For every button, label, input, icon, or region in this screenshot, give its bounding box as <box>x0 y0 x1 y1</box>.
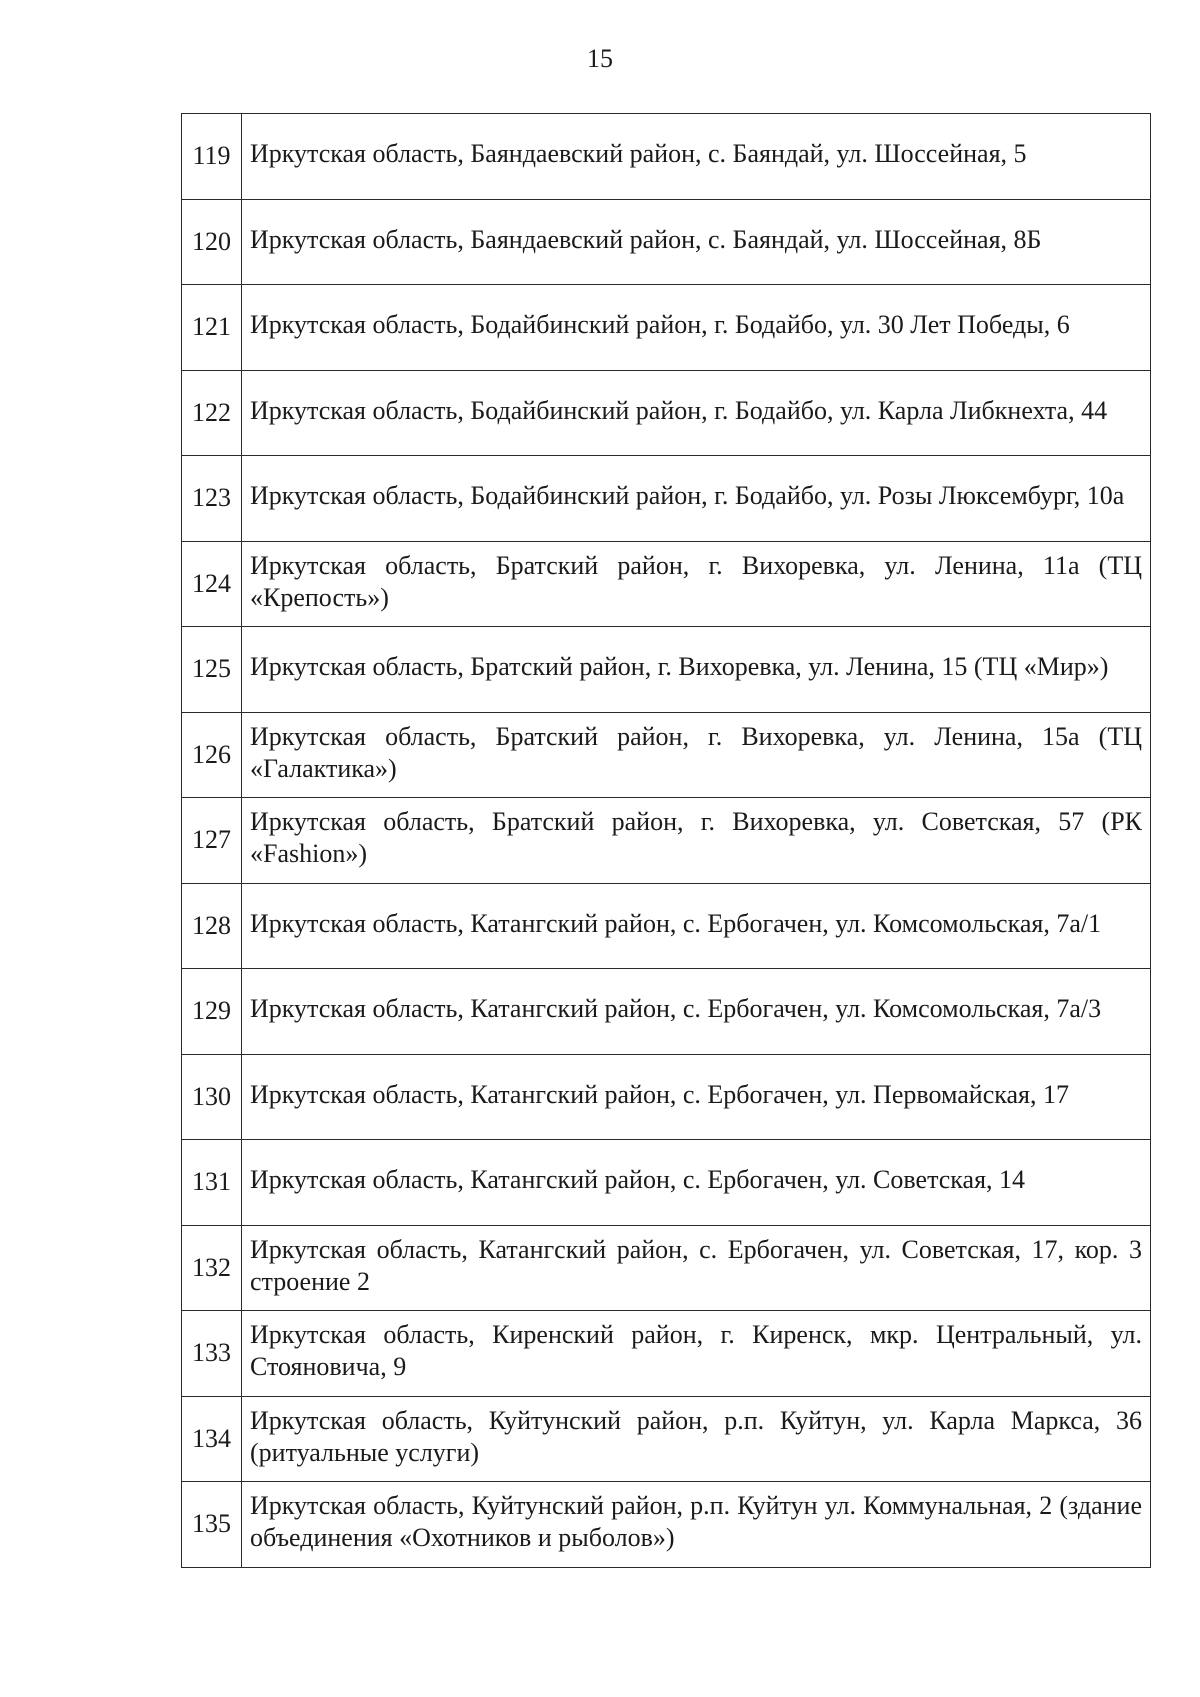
row-number: 120 <box>182 199 242 285</box>
table-row <box>182 285 1151 371</box>
table-row <box>182 456 1151 542</box>
row-number: 127 <box>182 798 242 884</box>
table-row <box>182 1396 1151 1482</box>
table-row <box>182 883 1151 969</box>
table-row <box>182 798 1151 884</box>
table-row <box>182 1140 1151 1226</box>
address-cell: Иркутская область, Катангский район, с. Ербогачен, ул. Первомайская, 17 <box>242 1054 1151 1140</box>
address-cell: Иркутская область, Баяндаевский район, с. Баяндай, ул. Шоссейная, 8Б <box>242 199 1151 285</box>
table-row <box>182 712 1151 798</box>
address-cell: Иркутская область, Бодайбинский район, г. Бодайбо, ул. 30 Лет Победы, 6 <box>242 285 1151 371</box>
table-row <box>182 969 1151 1055</box>
table-row <box>182 1225 1151 1311</box>
row-number: 119 <box>182 114 242 200</box>
page-number: 15 <box>587 44 613 73</box>
row-number: 130 <box>182 1054 242 1140</box>
address-table <box>181 113 1151 1568</box>
address-cell: Иркутская область, Братский район, г. Вихоревка, ул. Ленина, 15 (ТЦ «Мир») <box>242 627 1151 713</box>
table-row <box>182 370 1151 456</box>
address-cell: Иркутская область, Катангский район, с. Ербогачен, ул. Советская, 14 <box>242 1140 1151 1226</box>
table-row <box>182 1054 1151 1140</box>
row-number: 128 <box>182 883 242 969</box>
row-number: 122 <box>182 370 242 456</box>
row-number: 121 <box>182 285 242 371</box>
row-number: 123 <box>182 456 242 542</box>
address-cell: Иркутская область, Катангский район, с. Ербогачен, ул. Советская, 17, кор. 3 строение 2 <box>242 1225 1151 1311</box>
row-number: 129 <box>182 969 242 1055</box>
row-number: 126 <box>182 712 242 798</box>
address-cell: Иркутская область, Куйтунский район, р.п. Куйтун, ул. Карла Маркса, 36 (ритуальные услуги) <box>242 1396 1151 1482</box>
address-cell: Иркутская область, Катангский район, с. Ербогачен, ул. Комсомольская, 7а/1 <box>242 883 1151 969</box>
table-row <box>182 1482 1151 1568</box>
row-number: 131 <box>182 1140 242 1226</box>
address-cell: Иркутская область, Братский район, г. Вихоревка, ул. Ленина, 11а (ТЦ «Крепость») <box>242 541 1151 627</box>
row-number: 125 <box>182 627 242 713</box>
address-cell: Иркутская область, Братский район, г. Вихоревка, ул. Советская, 57 (РК «Fashion») <box>242 798 1151 884</box>
table-row <box>182 541 1151 627</box>
table-row <box>182 1311 1151 1397</box>
address-cell: Иркутская область, Братский район, г. Вихоревка, ул. Ленина, 15а (ТЦ «Галактика») <box>242 712 1151 798</box>
row-number: 124 <box>182 541 242 627</box>
address-cell: Иркутская область, Бодайбинский район, г. Бодайбо, ул. Карла Либкнехта, 44 <box>242 370 1151 456</box>
address-cell: Иркутская область, Катангский район, с. Ербогачен, ул. Комсомольская, 7а/3 <box>242 969 1151 1055</box>
table-row <box>182 199 1151 285</box>
table-row <box>182 627 1151 713</box>
address-cell: Иркутская область, Бодайбинский район, г. Бодайбо, ул. Розы Люксембург, 10а <box>242 456 1151 542</box>
address-cell: Иркутская область, Киренский район, г. Киренск, мкр. Центральный, ул. Стояновича, 9 <box>242 1311 1151 1397</box>
row-number: 134 <box>182 1396 242 1482</box>
table-row <box>182 114 1151 200</box>
row-number: 135 <box>182 1482 242 1568</box>
address-cell: Иркутская область, Куйтунский район, р.п. Куйтун ул. Коммунальная, 2 (здание объединения «Охотников и рыболов») <box>242 1482 1151 1568</box>
address-cell: Иркутская область, Баяндаевский район, с. Баяндай, ул. Шоссейная, 5 <box>242 114 1151 200</box>
row-number: 133 <box>182 1311 242 1397</box>
row-number: 132 <box>182 1225 242 1311</box>
